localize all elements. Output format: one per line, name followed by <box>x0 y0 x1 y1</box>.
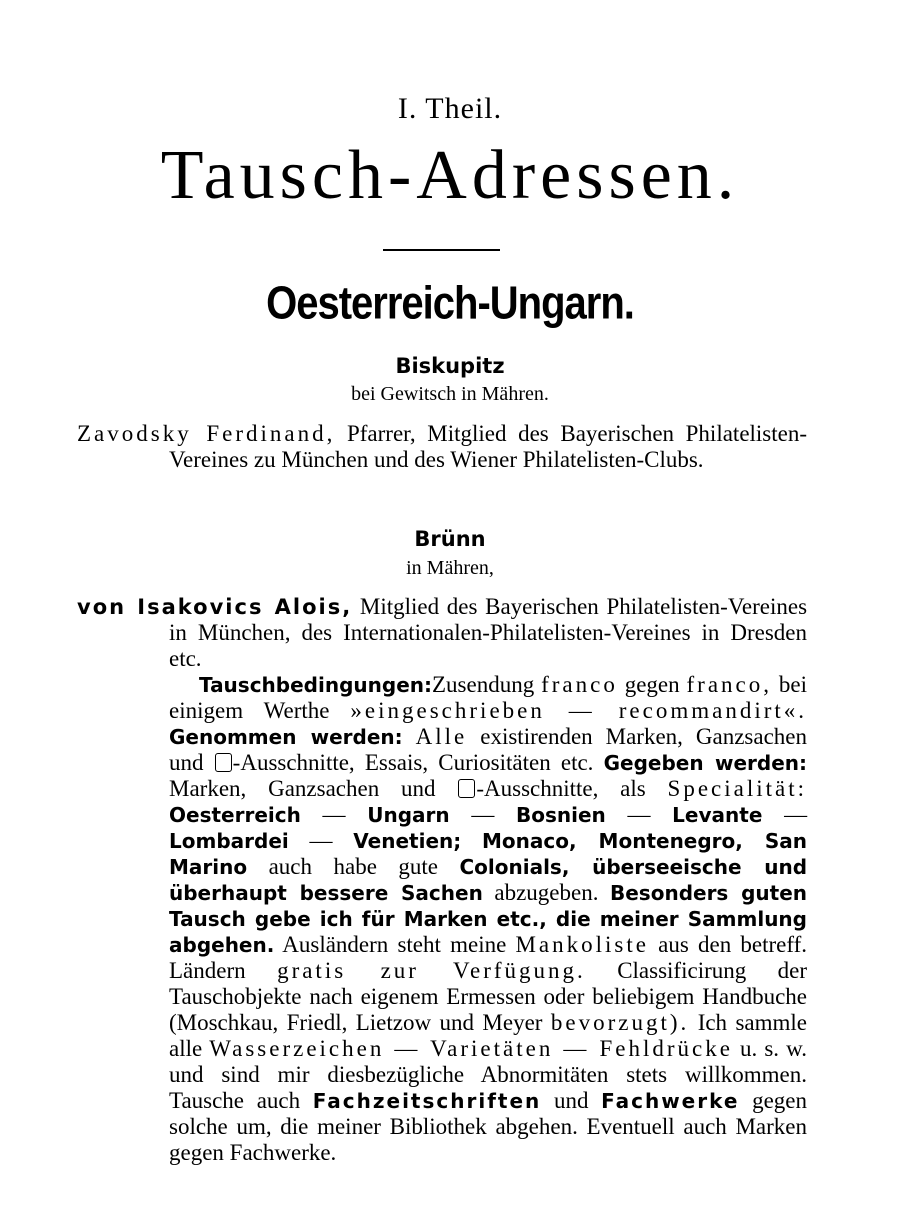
entry-text: Mitglied des Bayerischen Philatelisten-Vereines in München, des Internationalen-Philatelisten-Vereines in Dresden etc. <box>169 594 808 671</box>
label-offered: Gegeben werden: <box>603 751 807 775</box>
text-segment: u. s. w. und sind mir diesbezügliche Abnormitäten stets willkommen. Tausche auch <box>169 1036 807 1113</box>
divider-rule <box>383 249 500 251</box>
text-segment: Classificirung der Tauschobjekte nach eigenem Ermessen oder beliebigem Handbuche (Moschkau, Friedl, Lietzow und Meyer <box>169 958 808 1035</box>
entry-name: von Isakovics Alois, <box>77 595 353 619</box>
entry-name: Zavodsky Ferdinand, <box>77 421 336 446</box>
text-segment: franco, <box>686 672 773 697</box>
text-segment: Mankoliste <box>515 932 649 957</box>
text-segment: Besonders guten Tausch gebe ich für Marken etc., die meiner Sammlung abgehen. <box>169 881 808 957</box>
cutout-symbol <box>458 779 475 798</box>
text-segment: gratis zur Verfügung. <box>277 958 586 983</box>
text-segment: Bosnien <box>516 803 606 827</box>
text-segment: bei einigem Werthe <box>169 672 807 723</box>
text-segment: aus den betreff. Ländern <box>169 932 808 983</box>
text-segment: -Ausschnitte, als <box>476 776 646 801</box>
text-segment: Monaco, Montenegro, San Marino <box>169 829 808 879</box>
text-segment: Colonials, überseeische und überhaupt bessere Sachen <box>169 855 808 905</box>
text-segment: Ich sammle alle <box>169 1010 808 1061</box>
text-segment: Ungarn <box>367 803 450 827</box>
text-segment: existirenden Marken, Ganzsachen und <box>169 724 807 775</box>
place-location: in Mähren, <box>406 557 494 579</box>
text-segment: Levante <box>672 803 763 827</box>
text-segment: franco <box>541 672 618 697</box>
entry-details <box>77 672 807 1166</box>
text-segment: — <box>471 802 495 827</box>
text-segment: Fachzeitschriften <box>312 1089 542 1113</box>
place-heading: Brünn <box>414 527 486 551</box>
text-segment: — <box>784 802 808 827</box>
entry-terms <box>169 672 807 1166</box>
text-segment: Ausländern steht meine <box>282 932 507 957</box>
text-segment: Specialität: <box>667 776 808 801</box>
address-entry <box>77 594 807 1166</box>
entry-paragraph <box>77 594 807 672</box>
entry-text: Pfarrer, Mitglied des Bayerischen Philatelisten-Vereines zu München und des Wiener Philatelisten-Clubs. <box>169 421 808 472</box>
text-segment: bevorzugt). <box>550 1010 690 1035</box>
entry-paragraph <box>77 421 807 473</box>
text-segment: auch habe gute <box>268 854 438 879</box>
text-segment: — <box>309 828 333 853</box>
text-segment: abzugeben. <box>494 880 599 905</box>
page-title: Tausch-Adressen. <box>160 137 740 214</box>
text-segment: — <box>627 802 651 827</box>
text-segment: Wasserzeichen — Varietäten — Fehldrücke <box>209 1036 733 1061</box>
text-segment: gegen solche um, die meiner Bibliothek abgehen. Eventuell auch Marken gegen Fachwerke. <box>169 1088 808 1165</box>
text-segment: — <box>322 802 346 827</box>
text-segment: Lombardei <box>169 829 289 853</box>
country-heading: Oesterreich-Ungarn. <box>266 278 634 329</box>
place-location: bei Gewitsch in Mähren. <box>351 383 549 405</box>
text-segment: »eingeschrieben — recommandirt«. <box>350 698 808 723</box>
part-heading: I. Theil. <box>397 92 503 125</box>
address-entry <box>77 421 807 473</box>
label-terms: Tauschbedingungen: <box>199 673 432 697</box>
cutout-symbol <box>215 753 232 772</box>
text-segment: gegen <box>624 672 680 697</box>
text-segment: und <box>553 1088 589 1113</box>
place-heading: Biskupitz <box>395 354 505 378</box>
text-segment: Marken, Ganzsachen und <box>169 776 436 801</box>
text-segment: -Ausschnitte, Essais, Curiositäten etc. <box>232 750 594 775</box>
text-segment: Venetien; <box>353 829 462 853</box>
text-segment: Alle <box>415 724 468 749</box>
text-segment: Zusendung <box>432 672 535 697</box>
label-wanted: Genommen werden: <box>169 725 403 749</box>
text-segment: Oesterreich <box>169 803 301 827</box>
text-segment: Fachwerke <box>601 1089 740 1113</box>
